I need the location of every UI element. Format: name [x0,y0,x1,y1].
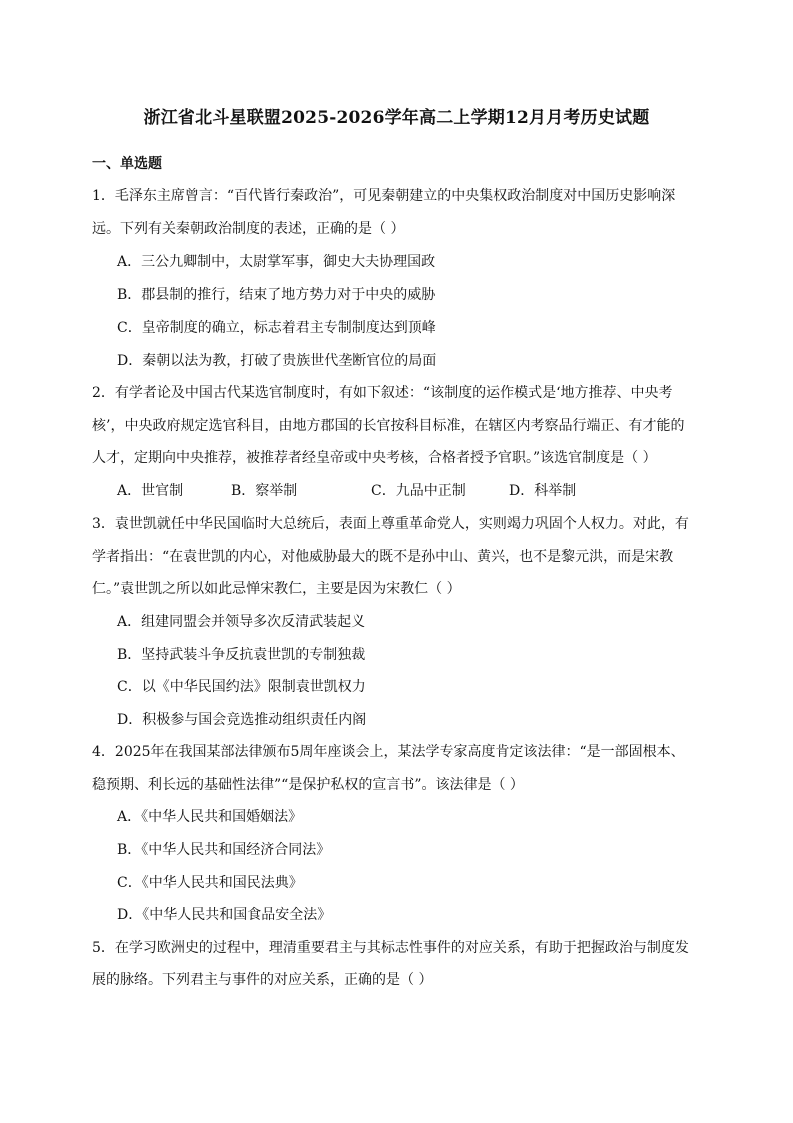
question-4-option-a: A．《中华人民共和国婚姻法》 [117,809,303,825]
question-3-option-b: B．坚持武装斗争反抗袁世凯的专制独裁 [117,647,366,663]
question-3-line-1: 3．袁世凯就任中华民国临时大总统后，表面上尊重革命党人，实则竭力巩固个人权力。对此，有 [92,516,689,532]
question-2-line-3: 人才，定期向中央推荐，被推荐者经皇帝或中央考核，合格者授予官职。”该选官制度是（ ） [92,450,657,466]
question-4-line-1: 4．2025年在我国某部法律颁布5周年座谈会上，某法学专家高度肯定该法律：“是一部固根本、 [92,744,685,760]
question-2-option-a: A．世官制 [117,483,184,499]
question-1-option-d: D．秦朝以法为教，打破了贵族世代垄断官位的局面 [117,353,437,369]
question-4-line-2: 稳预期、利长远的基础性法律”“是保护私权的宣言书”。该法律是（ ） [92,777,524,793]
question-1-line-2: 远。下列有关秦朝政治制度的表述，正确的是（ ） [92,221,405,237]
question-1-option-c: C．皇帝制度的确立，标志着君主专制制度达到顶峰 [117,320,436,336]
question-2-line-1: 2．有学者论及中国古代某选官制度时，有如下叙述：“该制度的运作模式是‘地方推荐、中央考 [92,385,673,401]
question-3-line-2: 学者指出：“在袁世凯的内心，对他威胁最大的既不是孙中山、黄兴，也不是黎元洪，而是宋教 [92,549,674,565]
question-3-line-3: 仁。”袁世凯之所以如此忌惮宋教仁，主要是因为宋教仁（ ） [92,581,461,597]
question-2-option-b: B．察举制 [231,483,298,499]
section-heading: 一、单选题 [92,156,162,172]
question-1-option-b: B．郡县制的推行，结束了地方势力对于中央的威胁 [117,287,436,303]
question-1-option-a: A．三公九卿制中，太尉掌军事，御史大夫协理国政 [117,254,436,270]
question-4-option-c: C．《中华人民共和国民法典》 [117,875,303,891]
question-2-line-2: 核’，中央政府规定选官科目，由地方郡国的长官按科目标准，在辖区内考察品行端正、有才能的 [92,418,685,434]
question-1-line-1: 1．毛泽东主席曾言：“百代皆行秦政治”，可见秦朝建立的中央集权政治制度对中国历史影响深 [92,188,676,204]
question-2-option-d: D．科举制 [509,483,577,499]
question-5-line-2: 展的脉络。下列君主与事件的对应关系，正确的是（ ） [92,972,433,988]
page-title: 浙江省北斗星联盟2025-2026学年高二上学期12月月考历史试题 [143,108,650,128]
question-3-option-d: D．积极参与国会竞选推动组织责任内阁 [117,712,367,728]
question-4-option-d: D．《中华人民共和国食品安全法》 [117,907,332,923]
question-2-option-c: C．九品中正制 [371,483,466,499]
question-5-line-1: 5．在学习欧洲史的过程中，理清重要君主与其标志性事件的对应关系，有助于把握政治与制度发 [92,940,689,956]
question-3-option-a: A．组建同盟会并领导多次反清武装起义 [117,614,366,630]
question-3-option-c: C．以《中华民国约法》限制袁世凯权力 [117,679,366,695]
question-4-option-b: B．《中华人民共和国经济合同法》 [117,842,331,858]
